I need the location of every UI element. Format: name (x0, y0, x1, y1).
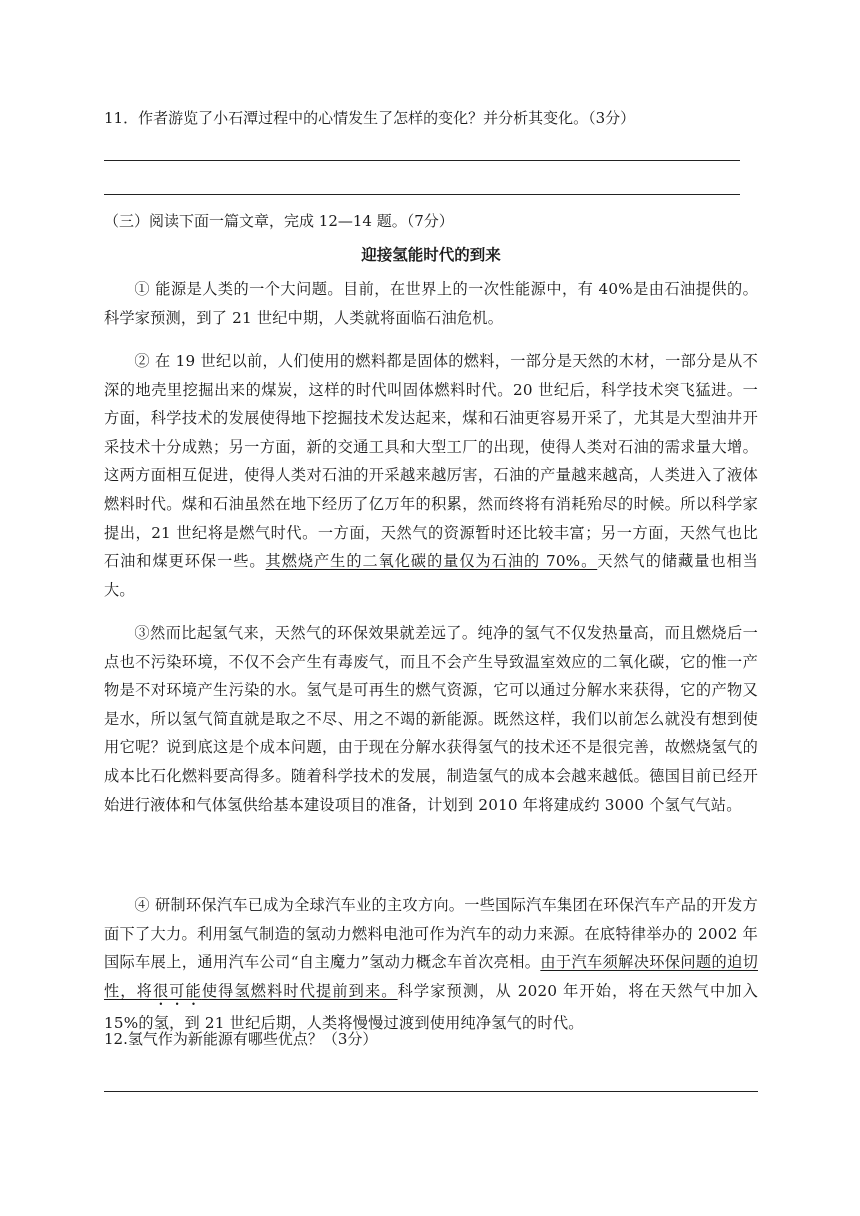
section-3-heading: （三）阅读下面一篇文章，完成 12—14 题。（7分） (104, 212, 454, 230)
paragraph-4-text-b: 科学家预测，从 2020 年开始，将在天然气中加入 15%的氢，到 21 世纪后期，人类将慢慢过渡到使用纯净氢气的时代。 (104, 981, 758, 1032)
paragraph-4-text-a: ④ 研制环保汽车已成为全球汽车业的主攻方向。一些国际汽车集团在环保汽车产品的开发方面下了大力。利用氢气制造的氢动力燃料电池可作为汽车的动力来源。在底特律举办的 2002 年国际车展上，通用汽车公司“自主魔力”氢动力概念车首次亮相。 (104, 896, 758, 972)
answer-line-11-1[interactable] (104, 160, 740, 161)
paragraph-2-text-b: 天然气的储藏量也相当大。 (104, 552, 759, 599)
article-title: 迎接氢能时代的到来 (361, 246, 501, 264)
question-11: 11．作者游览了小石潭过程中的心情发生了怎样的变化？并分析其变化。（3分） (104, 109, 636, 127)
answer-line-12[interactable] (104, 1091, 758, 1092)
question-12: 12.氢气作为新能源有哪些优点？（3分） (104, 1030, 378, 1048)
paragraph-2-underlined-sentence: 其燃烧产生的二氧化碳的量仅为石油的 70%。 (265, 552, 598, 571)
paragraph-3: ③然而比起氢气来，天然气的环保效果就差远了。纯净的氢气不仅发热量高，而且燃烧后一点也不污染环境，不仅不会产生有毒废气，而且不会产生导致温室效应的二氧化碳，它的惟一产物是不对环境产生污染的水。氢气是可再生的燃气资源，它可以通过分解水来获得，它的产物又是水，所以氢气简直就是取之不尽、用之不竭的新能源。既然这样，我们以前怎么就没有想到使用它呢？说到底这是个成本问题，由于现在分解水获得氢气的技术还不是很完善，故燃烧氢气的成本比石化燃料要高得多。随着科学技术的发展，制造氢气的成本会越来越低。德国目前已经开始进行液体和气体氢供给基本建设项目的准备，计划到 2010 年将建成约 3000 个氢气气站。 (104, 624, 758, 814)
answer-line-11-2[interactable] (104, 194, 740, 195)
paragraph-4-underlined-a: 由于汽车须解决环保问题的迫切性，将 (104, 953, 758, 1000)
paragraph-4 (104, 891, 758, 1037)
paragraph-4-underlined-b: 使得氢燃料时代提前到来。 (201, 981, 398, 1000)
paragraph-2-text-a: ② 在 19 世纪以前，人们使用的燃料都是固体的燃料，一部分是天然的木材，一部分是从不深的地壳里挖掘出来的煤炭，这样的时代叫固体燃料时代。20 世纪后，科学技术突飞猛进。一方面，科学技术的发展使得地下挖掘技术发达起来，煤和石油更容易开采了，尤其是大型油井开采技术十分成熟；另一方面，新的交通工具和大型工厂的出现，使得人类对石油的需求量大增。这两方面相互促进，使得人类对石油的开采越来越厉害，石油的产量越来越高，人类进入了液体燃料时代。煤和石油虽然在地下经历了亿万年的积累，然而终将有消耗殆尽的时候。所以科学家提出，21 世纪将是燃气时代。一方面，天然气的资源暂时还比较丰富；另一方面，天然气也比石油和煤更环保一些。 (104, 352, 758, 571)
paragraph-4-dotted-word: 很可能 (152, 981, 202, 1000)
paragraph-2 (104, 347, 758, 604)
paragraph-1: ① 能源是人类的一个大问题。目前，在世界上的一次性能源中，有 40%是由石油提供的。科学家预测，到了 21 世纪中期，人类就将面临石油危机。 (104, 280, 758, 327)
